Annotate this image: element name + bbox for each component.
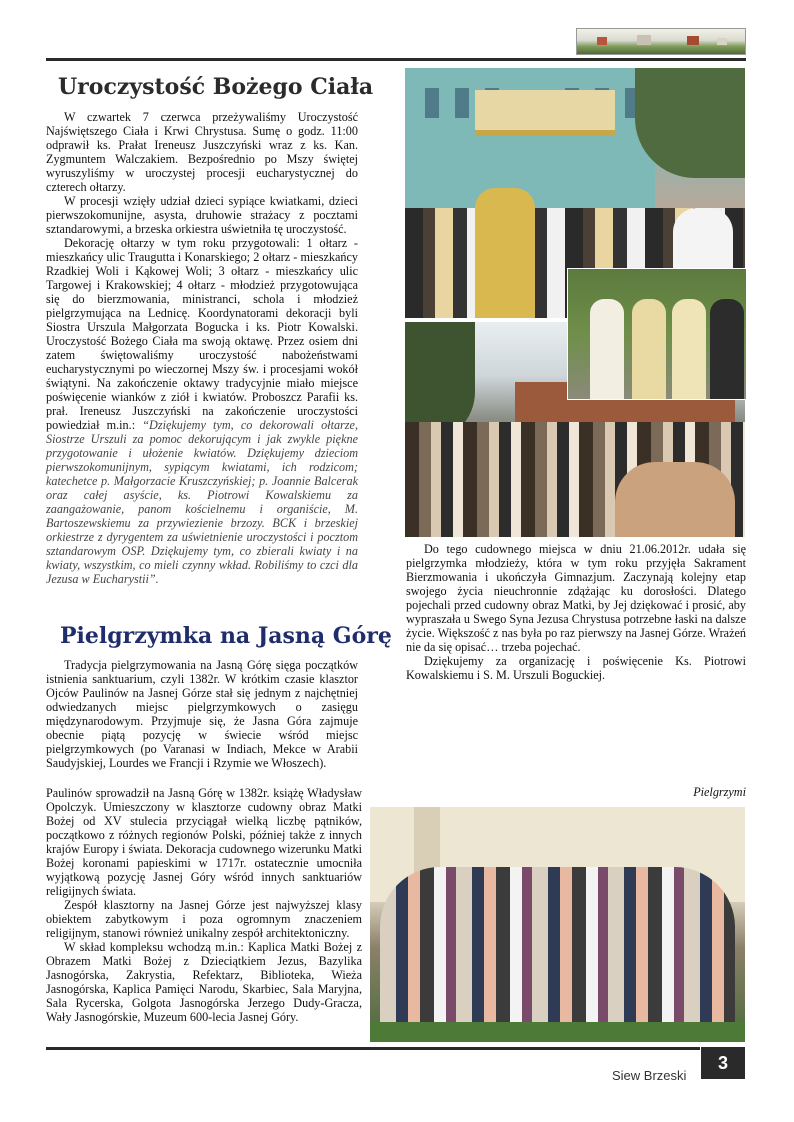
article-body-pilgrimage-lower bbox=[46, 786, 362, 1024]
paragraph bbox=[46, 236, 358, 586]
top-rule bbox=[46, 58, 746, 61]
article-title-corpus-christi: Uroczystość Bożego Ciała bbox=[58, 74, 374, 100]
photo-priests bbox=[567, 268, 747, 400]
paragraph: Paulinów sprowadził na Jasną Górę w 1382r. książę Władysław Opolczyk. Umieszczony w klasztorze cudowny obraz Matki Bożej od XV stulecia przyciągał wielką liczbę pątników, początkowo z różnych regionów Polski, później także z innych krajów Europy i świata. Dekoracja cudownego wizerunku Matki Bożej koronami papieskimi w 1717r. ostatecznie umocniła wyjątkową pozycję Jasnej Góry wśród innych sanktuariów religijnych świata. bbox=[46, 786, 362, 898]
paragraph: W skład kompleksu wchodzą m.in.: Kaplica Matki Bożej z Obrazem Matki Bożej z Dzieciątkiem Jezus, Bazylika Jasnogórska, Zakrystia, Refektarz, Biblioteka, Wieża Jasnogórska, Kaplica Pamięci Narodu, Skarbiec, Sala Maryjna, Sala Rycerska, Golgota Jasnogórska Jerzego Dudy-Gracza, Wały Jasnogórskie, Muzeum 600-lecia Jasnej Góry. bbox=[46, 940, 362, 1024]
header-thumbnail-image bbox=[576, 28, 746, 55]
pastor-quote: “Dziękujemy tym, co dekorowali ołtarze, Siostrze Urszuli za pomoc dekorującym i jak zwykle piękne przygotowanie i ułożenie kwiatów. Dziękujemy dzieciom pierwszokomunijnym, sypiącym kwiatami, ich rodzicom; katechetce p. Małgorzacie Kruszczyńskiej; p. Joannie Balcerak oraz całej asyście, ks. Piotrowi Kowalskiemu za zaangażowanie, panom kościelnemu i organiście, M. Bartoszewskiemu za przywiezienie brzozy. BCK i brzeskiej orkiestrze z dyrygentem za uświetnienie uroczystości i pocztom sztandarowym OSP. Dziękujemy tym, co zbierali kwiaty i na kwiaty, wszystkim, co mieli czynny wkład. Robiliśmy to czci dla Jezusa w Eucharystii”. bbox=[46, 418, 358, 586]
article-body-corpus-christi bbox=[46, 110, 358, 586]
page-number: 3 bbox=[701, 1047, 745, 1079]
paragraph: Do tego cudownego miejsca w dniu 21.06.2012r. udała się pielgrzymka młodzieży, która w tym roku przyjęła Sakrament Bierzmowania i ukończyła Gimnazjum. Zaczynają kolejny etap swojego życia nieuchronnie zdążając ku dorosłości. Dlatego pojechali przed cudowny obraz Matki, by Jej dziękować i prosić, aby wypraszała u Swego Syna Jezusa Chrystusa potrzebne łaski na dalsze życie. Większość z nas była po raz pierwszy na Jasnej Górze. Wrażeń nie da się opisać… trzeba pojechać. bbox=[406, 542, 746, 654]
article-signature: Pielgrzymi bbox=[693, 785, 746, 799]
paragraph: W procesji wzięły udział dzieci sypiące kwiatkami, dzieci pierwszokomunijne, asysta, druhowie strażacy z pocztami sztandarowymi, a brzeska orkiestra uświetniła tę uroczystość. bbox=[46, 194, 358, 236]
paragraph: Tradycja pielgrzymowania na Jasną Górę sięga początków istnienia sanktuarium, czyli 1382r. W krótkim czasie klasztor Ojców Paulinów na Jasnej Górze stał się jednym z najchętniej odwiedzanych miejsc pielgrzymkowych o zasięgu międzynarodowym. Przyjmuje się, że Jasna Góra zajmuje obecnie piątą pozycję w świecie wśród miejsc pielgrzymkowych (po Varanasi w Indiach, Mekce w Arabii Saudyjskiej, Lourdes we Francji i Rzymie we Włoszech). bbox=[46, 658, 358, 770]
article-body-pilgrimage bbox=[46, 658, 358, 770]
paragraph-text: Dekorację ołtarzy w tym roku przygotowali: 1 ołtarz - mieszkańcy ulic Traugutta i Konarskiego; 2 ołtarz - mieszkańcy Rzadkiej Woli i Kąkowej Woli; 3 ołtarz - mieszkańcy ulic Targowej i Krakowskiej; 4 ołtarz - młodzież przygotowująca się do bierzmowania, ministranci, schola i młodzież pielgrzymująca na Lednicę. Koordynatorami dekoracji byli Siostra Urszula Małgorzata Bogucka i ks. Piotr Kowalski. Uroczystość Bożego Ciała ma swoją oktawę. Przez osiem dni zatem świętowaliśmy uroczystość nabożeństwami eucharystycznymi po wieczornej Mszy św. i procesjami wokół świątyni. Na zakończenie oktawy tradycyjnie miało miejsce poświęcenie wianków z ziół i kwiatów. Proboszcz Parafii ks. prał. Ireneusz Juszczyński na zakończenie uroczystości powiedział m.in.: bbox=[46, 236, 358, 432]
article-title-pilgrimage: Pielgrzymka na Jasną Górę bbox=[60, 623, 392, 649]
publication-name: Siew Brzeski bbox=[612, 1068, 687, 1083]
paragraph: W czwartek 7 czerwca przeżywaliśmy Uroczystość Najświętszego Ciała i Krwi Chrystusa. Sumę o godz. 11:00 odprawił ks. Prałat Ireneusz Juszczyński wraz z ks. Kan. Zygmuntem Walczakiem. Bezpośrednio po Mszy świętej wyruszyliśmy w uroczystej procesji eucharystycznej do czterech ołtarzy. bbox=[46, 110, 358, 194]
bottom-rule bbox=[46, 1047, 700, 1050]
photo-pilgrim-group bbox=[370, 807, 745, 1042]
article-body-pilgrimage-continued bbox=[406, 542, 746, 682]
paragraph: Zespół klasztorny na Jasnej Górze jest najwyższej klasy obiektem zabytkowym i poza ogromnym znaczeniem religijnym, stanowi również unikalny zespół architektoniczny. bbox=[46, 898, 362, 940]
paragraph: Dziękujemy za organizację i poświęcenie Ks. Piotrowi Kowalskiemu i S. M. Urszuli Boguckiej. bbox=[406, 654, 746, 682]
